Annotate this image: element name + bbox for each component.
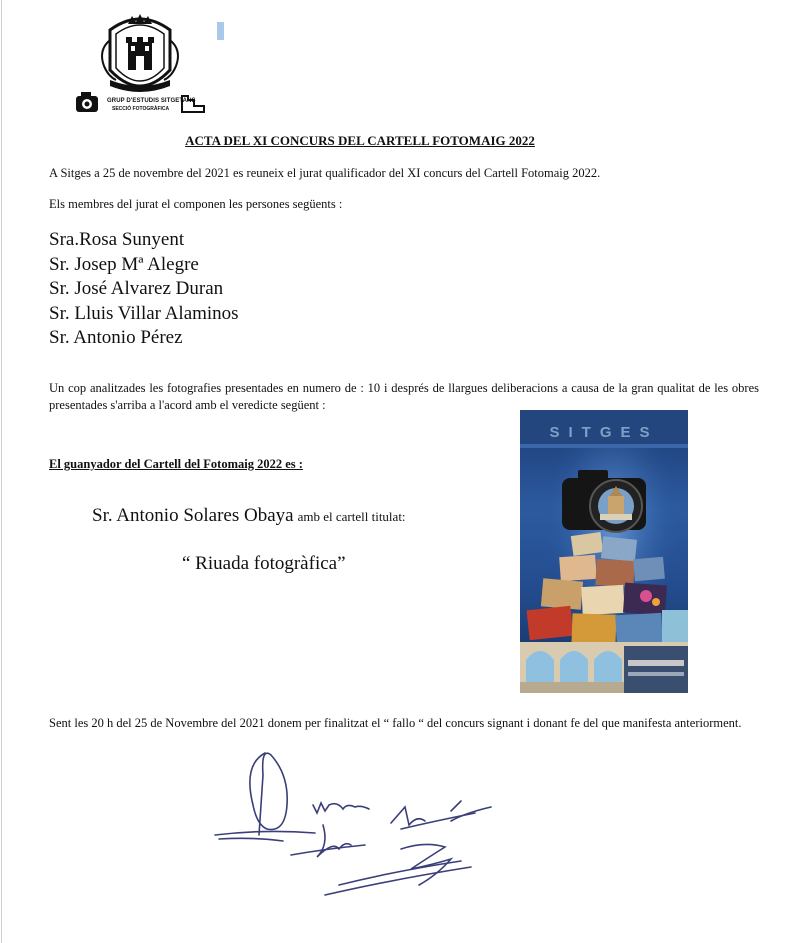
logo-text-line1: GRUP D'ESTUDIS SITGETANS	[107, 98, 196, 104]
document-title: ACTA DEL XI CONCURS DEL CARTELL FOTOMAIG 2022	[185, 133, 535, 148]
winner-name: Sr. Antonio Solares Obaya	[92, 505, 294, 526]
jury-member: Sra.Rosa Sunyent	[49, 229, 185, 250]
winner-line	[92, 505, 406, 527]
jury-intro-paragraph: Els membres del jurat el componen les persones següents :	[49, 197, 343, 211]
text-cursor	[217, 22, 224, 40]
jury-member: Sr. José Alvarez Duran	[49, 278, 224, 299]
jury-member: Sr. Josep Mª Alegre	[49, 253, 199, 275]
society-logo	[70, 10, 210, 118]
poster-graphic	[520, 410, 688, 693]
closing-paragraph: Sent les 20 h del 25 de Novembre del 2021 donem per finalitzat el “ fallo “ del concurs signant i donant fe del que manifesta anteriorment.	[49, 716, 742, 730]
winner-heading: El guanyador del Cartell del Fotomaig 2022 es :	[49, 457, 303, 471]
winning-poster-image	[520, 410, 688, 693]
jury-member: Sr. Lluis Villar Alaminos	[49, 302, 239, 324]
winner-rest-text: amb el cartell titulat:	[297, 509, 406, 524]
jury-list	[49, 228, 239, 351]
intro-paragraph: A Sitges a 25 de novembre del 2021 es reuneix el jurat qualificador del XI concurs del Cartell Fotomaig 2022.	[49, 166, 601, 180]
deliberation-paragraph: Un cop analitzades les fotografies presentades en numero de : 10 i després de llargues deliberacions a causa de la gran qualitat de les obres presentades s'arriba a l'acord amb el veredicte següent :	[49, 381, 759, 412]
jury-member: Sr. Antonio Pérez	[49, 327, 183, 348]
work-title: “ Riuada fotogràfica”	[182, 553, 346, 574]
jury-signatures	[205, 745, 505, 905]
logo-text-line2: SECCIÓ FOTOGRÀFICA	[112, 106, 170, 112]
signatures-graphic	[205, 745, 505, 905]
poster-label: SITGES	[549, 424, 659, 441]
